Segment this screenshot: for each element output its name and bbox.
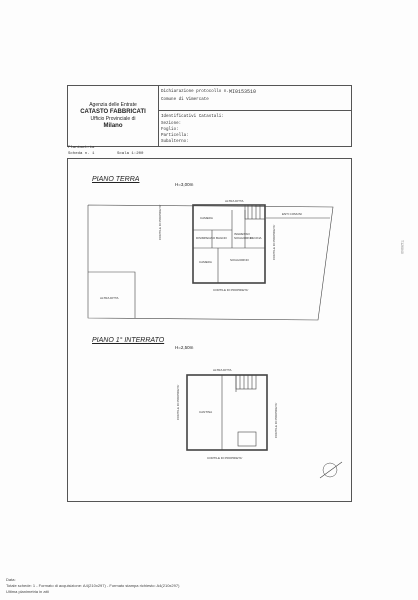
ground-floor-height: H=3,00m [175,182,194,187]
label-altra-ditta-top: ALTRA DITTA [225,199,244,203]
declaration-block [159,86,351,146]
field-foglio: Foglio: [161,128,179,132]
room-cucina: CUCINA [250,236,262,240]
room-bagno: BAGNO [216,236,227,240]
side-code: T126840 [400,240,404,254]
label-cortile-left: CORTILE DI PROPRIETA' [158,204,162,240]
label-cortile-right: CORTILE DI PROPRIETA' [272,224,276,260]
label-enti-comuni: ENTI COMUNI [282,212,302,216]
header-box [67,85,352,147]
footer-totals: Totale schede: 1 - Formato di acquisizione: A4(210x297) - Formato stampa richiesto: A4(210x297) [6,583,180,588]
footer-date: Data: [6,577,16,582]
field-subalterno: Subalterno: [161,140,189,144]
divider [159,110,351,111]
plan-frame [67,158,352,502]
municipality: Comune di Vimercate [161,98,209,102]
agency-block [68,86,159,146]
label-cortile-basement-right: CORTILE DI PROPRIETA' [274,402,278,438]
room-ingresso: INGRESSO SOGGIORNO [234,232,253,240]
room-disimpegno: DISIMPEGNO [196,236,216,240]
scale-value: Scala 1:200 [117,152,144,156]
field-particella: Particella: [161,134,189,138]
declaration-label: Dichiarazione protocollo n. [161,90,229,94]
room-cantina: CANTINA [199,410,213,414]
basement-height: H=2,50m [175,345,194,350]
planimetria-label: Planimetria [68,146,95,150]
agency-office: Ufficio Provinciale di [90,116,136,122]
agency-name: Agenzia delle Entrate [89,102,137,108]
label-cortile-bottom: CORTILE DI PROPRIETA' [213,288,249,292]
scheda-row [67,151,350,158]
basement-title: PIANO 1° INTERRATO [92,337,165,344]
agency-catasto: CATASTO FABBRICATI [80,109,146,115]
cadastral-ids-label: Identificativi Catastali: [161,115,224,119]
label-cortile-basement-left: CORTILE DI PROPRIETA' [176,384,180,420]
protocol-number: MI0153510 [229,89,257,95]
field-sezione: Sezione: [161,122,182,126]
room-camera-1: CAMERA [200,216,213,220]
label-altra-ditta-basement: ALTRA DITTA [213,368,232,372]
label-cortile-basement-bottom: CORTILE DI PROPRIETA' [207,456,243,460]
ground-floor-title: PIANO TERRA [92,176,140,183]
label-altra-ditta-left: ALTRA DITTA [100,296,119,300]
room-soggiorno: SOGGIORNO [230,258,249,262]
agency-city: Milano [103,123,123,129]
scheda-number: Scheda n. 1 [68,152,95,156]
room-camera-2: CAMERA [199,260,212,264]
footer-last-plan: Ultima planimetria in atti [6,589,49,594]
